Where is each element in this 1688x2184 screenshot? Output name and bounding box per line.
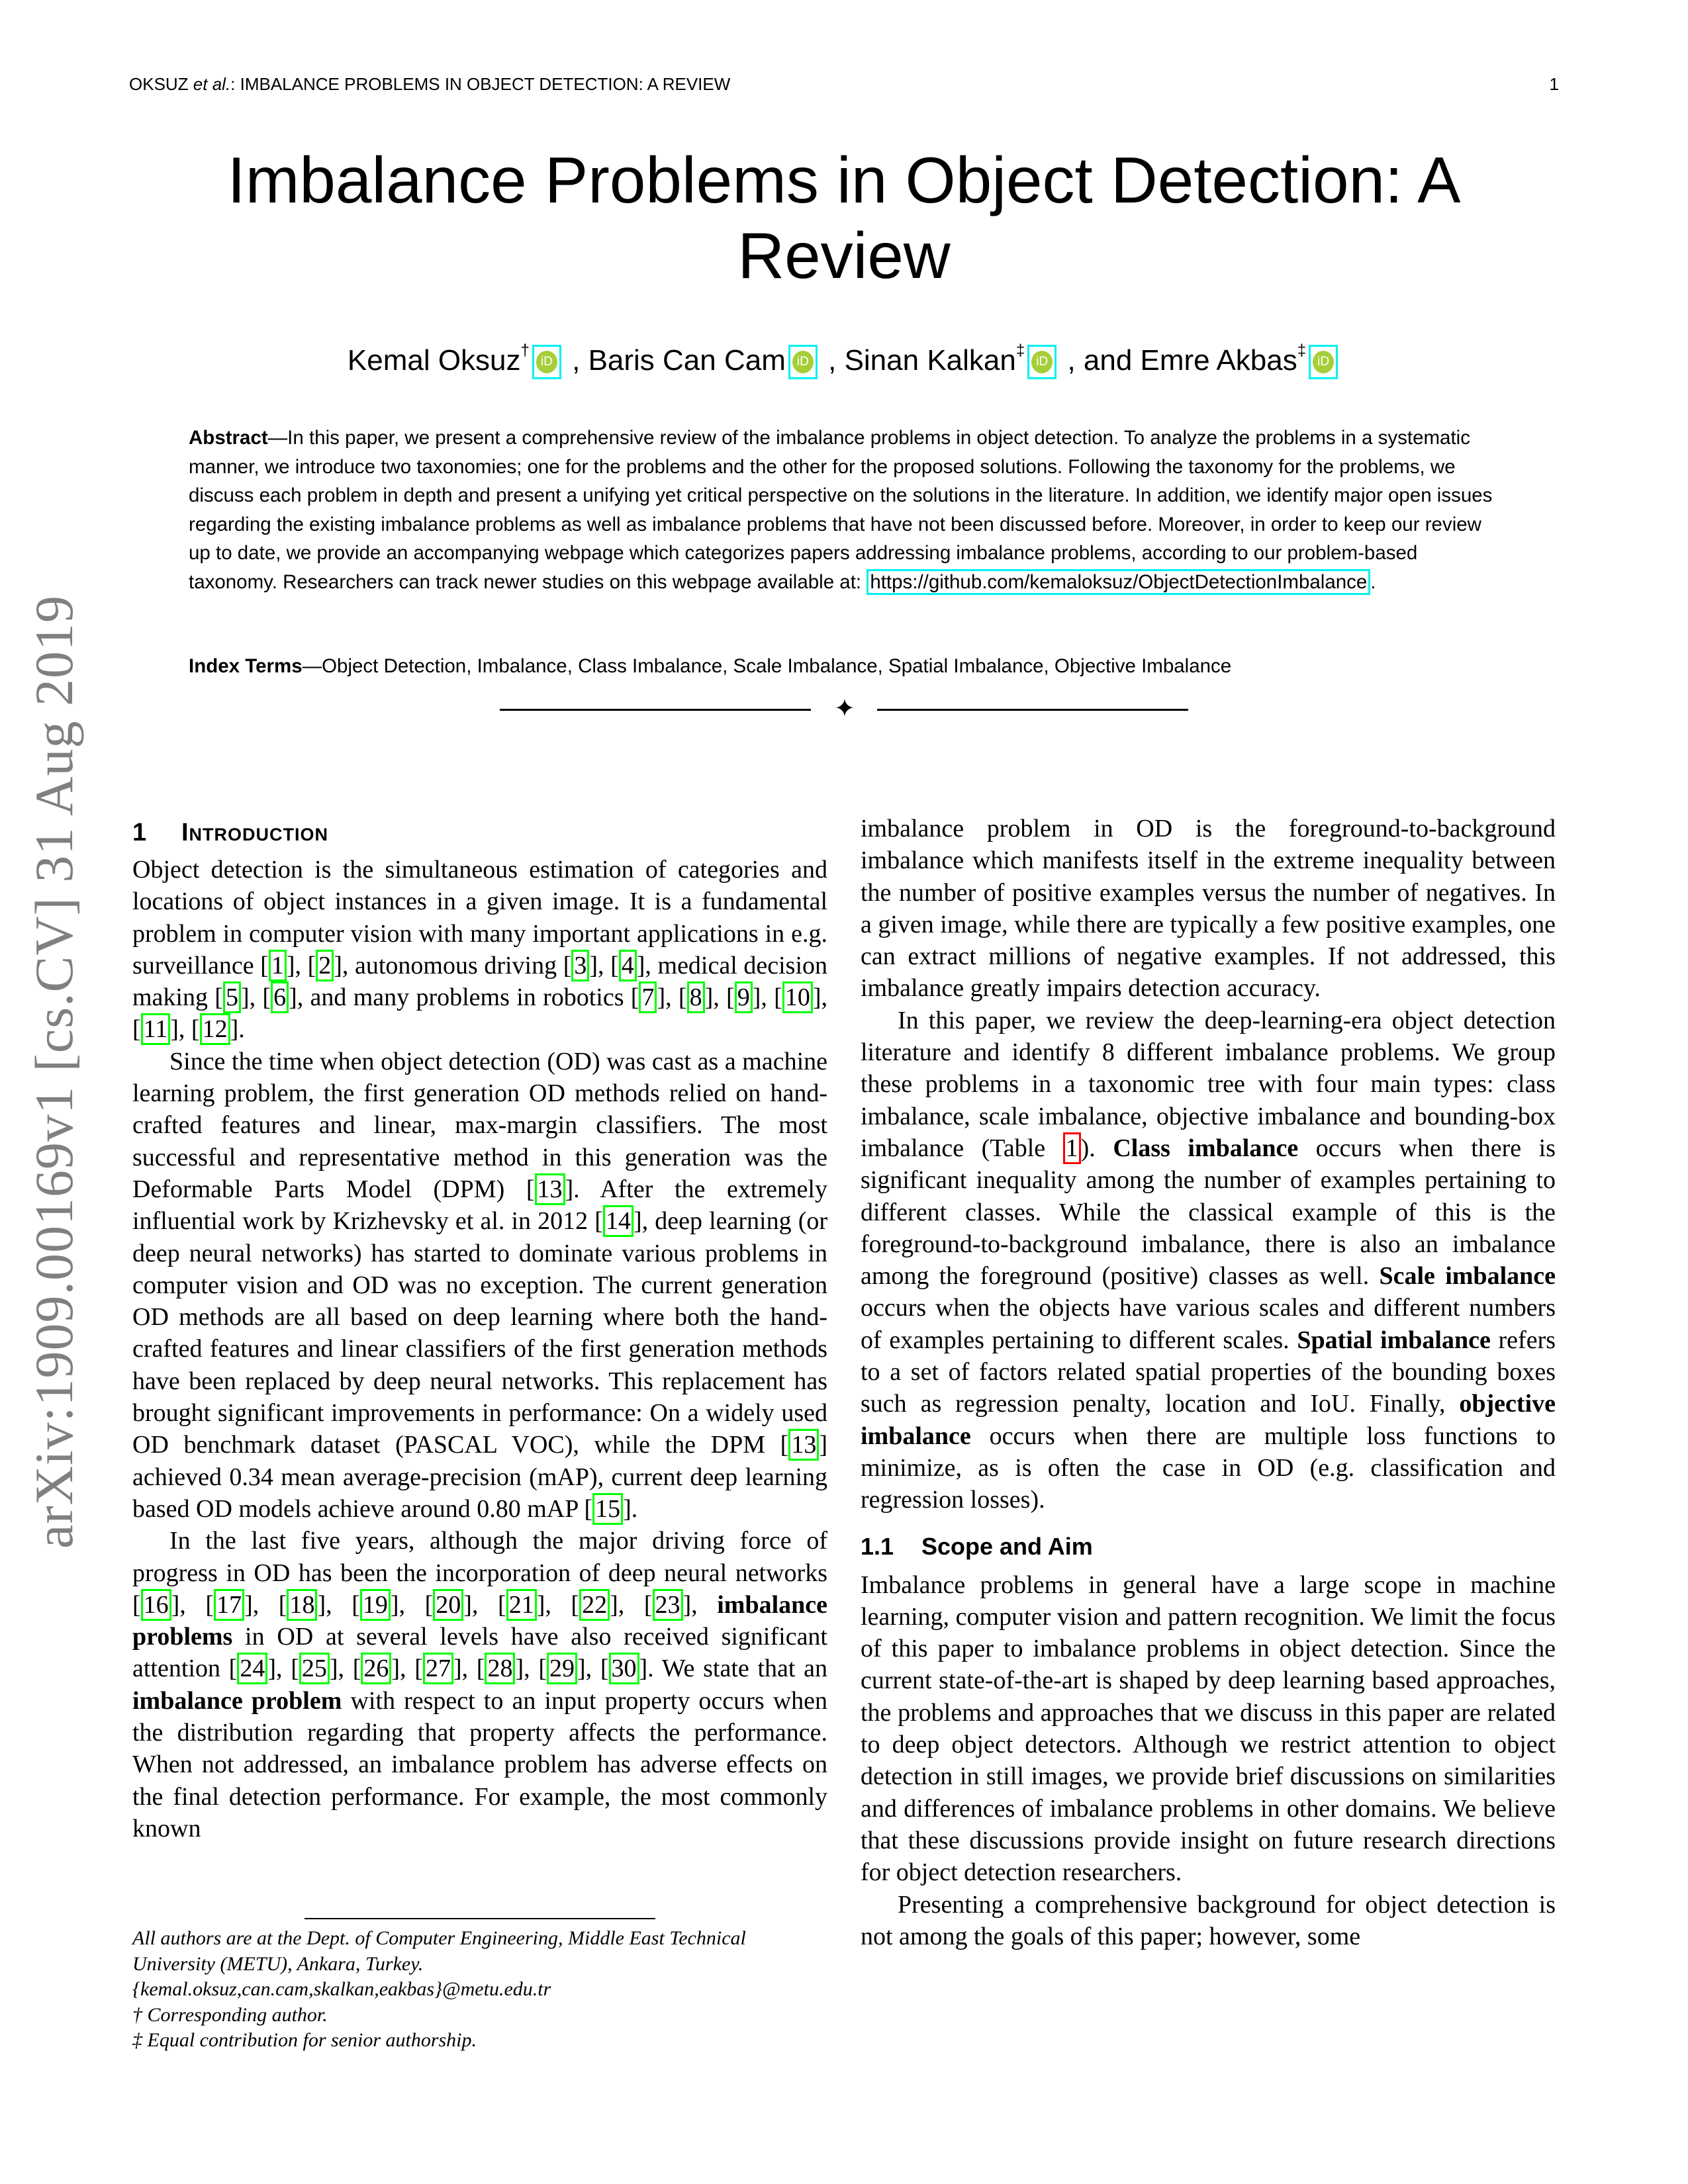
author-mark: ‡ <box>1297 341 1307 359</box>
citation-link[interactable]: 15 <box>592 1493 623 1525</box>
text: ], autonomous driving [ <box>334 951 572 979</box>
text: ]. After the extremely influential work by Krizhevsky et al. in 2012 [ <box>132 1175 827 1236</box>
citation-link[interactable]: 6 <box>271 981 289 1013</box>
text: ], [ <box>267 1655 299 1683</box>
text: ]. <box>230 1015 245 1044</box>
text: ], medical decision making [ <box>132 951 828 1012</box>
text: refers to a set of factors related spatial properties of the bounding boxes such as regression penalty, location and IoU. Finally, <box>861 1326 1556 1418</box>
text: ], [ <box>317 1590 360 1619</box>
author <box>347 341 530 377</box>
citation-link[interactable]: 18 <box>287 1589 317 1621</box>
citation-link[interactable]: 16 <box>141 1589 171 1621</box>
github-link[interactable]: https://github.com/kemaloksuz/ObjectDetectionImbalance <box>867 569 1370 595</box>
bold-term: Class imbalance <box>1113 1134 1299 1162</box>
text: ], and many problems in robotics [ <box>289 983 639 1012</box>
running-head <box>129 74 1559 101</box>
citation-link[interactable]: 5 <box>223 981 241 1013</box>
orcid-link[interactable] <box>788 345 818 379</box>
text: ], [ <box>752 983 782 1012</box>
footnote-rule <box>305 1918 655 1919</box>
text: ], [ <box>170 1015 200 1044</box>
footnote-equal-contribution: ‡ Equal contribution for senior authorship. <box>132 2029 477 2051</box>
text: ], [ <box>610 1590 653 1619</box>
citation-link[interactable]: 2 <box>316 950 334 981</box>
citation-link[interactable]: 8 <box>687 981 705 1013</box>
orcid-icon: iD <box>1031 351 1053 373</box>
author-name: Emre Akbas <box>1140 344 1297 377</box>
index-terms <box>189 652 1503 680</box>
citation-link[interactable]: 28 <box>485 1653 515 1684</box>
text: ], [ <box>390 1590 434 1619</box>
paragraph: imbalance problem in OD is the foreground-to-background imbalance which manifests itself in the extreme inequality between the number of positive examples versus the number of negatives. In a given image, while there are typically a few positive examples, one can extract millions of negative examples. If not addressed, this imbalance greatly impairs detection accuracy. <box>861 815 1556 1003</box>
citation-link[interactable]: 14 <box>603 1205 633 1237</box>
citation-link[interactable]: 26 <box>361 1653 391 1684</box>
paragraph: Imbalance problems in general have a large scope in machine learning, computer vision and pattern recognition. We limit the focus of this paper to imbalance problems in object detection. Since the current state-of-the-art is shaped by deep learning based approaches, the problems and approaches that we discuss in this paper are related to deep object detectors. Although we restrict attention to object detection in still images, we provide brief discussions on similarities and differences of imbalance problems in other domains. We believe that these discussions provide insight on future research directions for object detection researchers. <box>861 1570 1556 1887</box>
abstract <box>189 424 1503 596</box>
bold-term: Scale imbalance <box>1379 1262 1556 1291</box>
subsection-title: Scope and Aim <box>921 1532 1093 1560</box>
citation-link[interactable]: 1 <box>269 950 287 981</box>
section-title: Introduction <box>181 819 329 846</box>
bold-term: imbalance problems <box>132 1590 828 1651</box>
text: ] achieved 0.34 mean average-precision (mAP), current deep learning based OD models achieve around 0.80 mAP [ <box>132 1431 827 1523</box>
text: ], [ <box>536 1590 580 1619</box>
paragraph: Presenting a comprehensive background for object detection is not among the goals of this paper; however, some <box>861 1890 1556 1950</box>
citation-link[interactable]: 22 <box>579 1589 610 1621</box>
text: ]. <box>623 1494 638 1523</box>
citation-link[interactable]: 13 <box>788 1429 819 1461</box>
author-mark: ‡ <box>1015 341 1025 359</box>
citation-link[interactable]: 29 <box>547 1653 577 1684</box>
citation-link[interactable]: 20 <box>433 1589 463 1621</box>
text: in OD at several levels have also received significant attention [ <box>132 1623 827 1683</box>
text: ). <box>1080 1134 1113 1162</box>
text: ]. We state that an <box>639 1655 828 1683</box>
citation-link[interactable]: 9 <box>735 981 753 1013</box>
text: ], [ <box>463 1590 506 1619</box>
citation-link[interactable]: 27 <box>423 1653 453 1684</box>
footnotes <box>132 1926 827 2054</box>
orcid-link[interactable] <box>532 345 561 379</box>
author <box>844 341 1025 377</box>
index-terms-label: Index Terms <box>189 655 303 677</box>
author-separator: , and <box>1059 344 1141 377</box>
abstract-text: In this paper, we present a comprehensive review of the imbalance problems in object detection. To analyze the problems in a systematic manner, we introduce two taxonomies; one for the problems and the other for the proposed solutions. Following the taxonomy for the problems, we discuss each problem in depth and present a unifying yet critical perspective on the solutions in the literature. In addition, we identify major open issues regarding the existing imbalance problems as well as imbalance problems that have not been discussed before. Moreover, in order to keep our review up to date, we provide an accompanying webpage which categorizes papers addressing imbalance problems, according to our problem-based taxonomy. Researchers can track newer studies on this webpage available at: <box>189 427 1493 593</box>
abstract-dash: — <box>267 427 288 449</box>
paragraph <box>132 1046 827 1525</box>
footnote-corresponding: † Corresponding author. <box>132 2003 328 2026</box>
text: ], [ <box>132 983 827 1044</box>
running-head-paper-title: : IMBALANCE PROBLEMS IN OBJECT DETECTION: A REVIEW <box>230 74 731 94</box>
abstract-end: . <box>1370 570 1376 593</box>
footnote-emails: {kemal.oksuz,can.cam,skalkan,eakbas}@metu.edu.tr <box>132 1978 551 2000</box>
citation-link[interactable]: 19 <box>360 1589 391 1621</box>
text: Object detection is the simultaneous estimation of categories and locations of object instances in a given image. It is a fundamental problem in computer vision with many important applications in e.g. surveillance <box>132 856 827 979</box>
left-column <box>132 813 827 1844</box>
text: ], [ <box>515 1655 547 1683</box>
text: occurs when there are multiple loss functions to minimize, as is often the case in OD (e.g. classification and regression losses). <box>861 1422 1556 1514</box>
text: ], [ <box>329 1655 361 1683</box>
running-head-authors: OKSUZ <box>129 74 193 94</box>
citation-link[interactable]: 21 <box>506 1589 537 1621</box>
diamond-icon: ✦ <box>834 694 855 723</box>
running-head-et-al: et al. <box>193 74 231 94</box>
orcid-icon: iD <box>1313 351 1334 373</box>
text: In the last five years, although the major driving force of progress in OD has been the incorporation of deep neural networks [ <box>132 1527 827 1619</box>
text: ], [ <box>171 1590 214 1619</box>
orcid-icon: iD <box>536 351 557 373</box>
index-terms-dash: — <box>302 655 322 677</box>
abstract-label: Abstract <box>189 427 268 449</box>
text: ], [ <box>240 983 271 1012</box>
citation-link[interactable]: 3 <box>571 950 589 981</box>
orcid-icon: iD <box>792 351 814 373</box>
bold-term: Spatial imbalance <box>1297 1326 1491 1354</box>
citation-link[interactable]: 10 <box>782 981 813 1013</box>
citation-link[interactable]: 23 <box>653 1589 683 1621</box>
author-name: Sinan Kalkan <box>844 344 1016 377</box>
author <box>588 344 786 377</box>
text: ], [ <box>244 1590 287 1619</box>
text: ], [ <box>657 983 687 1012</box>
index-terms-text: Object Detection, Imbalance, Class Imbalance, Scale Imbalance, Spatial Imbalance, Objective Imbalance <box>322 655 1232 677</box>
divider-line <box>877 709 1188 711</box>
author <box>1140 341 1307 377</box>
running-head-title <box>129 74 730 95</box>
divider-line <box>500 709 811 711</box>
text: ], [ <box>704 983 735 1012</box>
text: ], [ <box>391 1655 423 1683</box>
table-reference-link[interactable]: 1 <box>1063 1132 1081 1164</box>
text: Since the time when object detection (OD) was cast as a machine learning problem, the first generation OD methods relied on hand-crafted features and linear, max-margin classifiers. The most successful and representative method in this generation was the Deformable Parts Model (DPM) [ <box>132 1047 827 1203</box>
paragraph: Object detection is the simultaneous estimation of categories and locations of object instances in a given image. It is a fundamental problem in computer vision with many important applications in e.g. surveillance [ 1 ], [ 2 ], autonomous driving [ 3 ], [ 4 ], medical decision making [ 5 ], [ 6 ], and many problems in robotics [ 7 ], [ 8 ], [ 9 ], [ 10 ], [ 11 ], [ 12 ]. <box>132 854 827 1046</box>
subsection-number: 1.1 <box>861 1532 894 1560</box>
citation-link[interactable]: 25 <box>299 1653 330 1684</box>
section-divider <box>500 695 1188 721</box>
text: ], <box>682 1590 718 1619</box>
section-heading <box>132 813 827 852</box>
citation-link[interactable]: 13 <box>535 1173 565 1205</box>
page-number: 1 <box>1549 74 1559 94</box>
text: ], [ <box>577 1655 609 1683</box>
text: with respect to an input property occurs when the distribution regarding that property affects the performance. When not addressed, an imbalance problem has adverse effects on the final detection performance. For example, the most commonly known <box>132 1686 827 1843</box>
footnote-affiliation: University (METU), Ankara, Turkey. <box>132 1952 424 1975</box>
section-number: 1 <box>132 819 147 846</box>
author-separator: , <box>563 344 588 377</box>
bold-term: objective imbalance <box>861 1390 1556 1450</box>
author-list <box>132 331 1556 381</box>
citation-link[interactable]: 7 <box>639 981 657 1013</box>
citation-link[interactable]: 4 <box>619 950 637 981</box>
citation-link[interactable]: 30 <box>609 1653 639 1684</box>
author-name: Baris Can Cam <box>588 344 786 377</box>
citation-link[interactable]: 12 <box>200 1013 230 1045</box>
subsection-heading <box>861 1531 1556 1563</box>
author-separator: , <box>820 344 845 377</box>
bold-term: imbalance problem <box>132 1686 342 1715</box>
text: ], [ <box>589 951 619 979</box>
footnote-affiliation: All authors are at the Dept. of Computer Engineering, Middle East Technical <box>132 1927 746 1949</box>
text: ], deep learning (or deep neural networks) has started to dominate various problems in computer vision and OD was no exception. The current generation OD methods are all based on deep learning where both the hand-crafted features and linear classifiers of the first generation methods have been replaced by deep neural networks. This replacement has brought significant improvements in performance: On a widely used OD benchmark dataset (PASCAL VOC), while the DPM [ <box>132 1207 827 1459</box>
citation-link[interactable]: 17 <box>214 1589 244 1621</box>
orcid-link[interactable] <box>1027 345 1056 379</box>
text: ], [ <box>453 1655 485 1683</box>
text: occurs when the objects have various scales and different numbers of examples pertaining to different scales. <box>861 1294 1556 1354</box>
citation-link[interactable]: 11 <box>141 1013 171 1045</box>
author-mark: † <box>520 341 530 359</box>
paragraph <box>861 1005 1556 1516</box>
citation-link[interactable]: 24 <box>237 1653 267 1684</box>
paper-title: Imbalance Problems in Object Detection: A Review <box>227 144 1461 292</box>
orcid-link[interactable] <box>1309 345 1338 379</box>
paragraph <box>132 1525 827 1844</box>
text: ], [ <box>286 951 316 979</box>
text: occurs when there is significant inequality among the number of examples pertaining to different classes. While the classical example of this is the foreground-to-background imbalance, there is also an imbalance among the foreground (positive) classes as well. <box>861 1134 1556 1291</box>
arxiv-stamp: arXiv:1909.00169v1 [cs.CV] 31 Aug 2019 <box>24 594 84 1549</box>
author-name: Kemal Oksuz <box>347 344 521 377</box>
right-column <box>861 813 1556 1952</box>
text: In this paper, we review the deep-learning-era object detection literature and identify 8 different imbalance problems. We group these problems in a taxonomic tree with four main types: class imbalance, scale imbalance, objective imbalance and bounding-box imbalance (Table <box>861 1006 1556 1162</box>
